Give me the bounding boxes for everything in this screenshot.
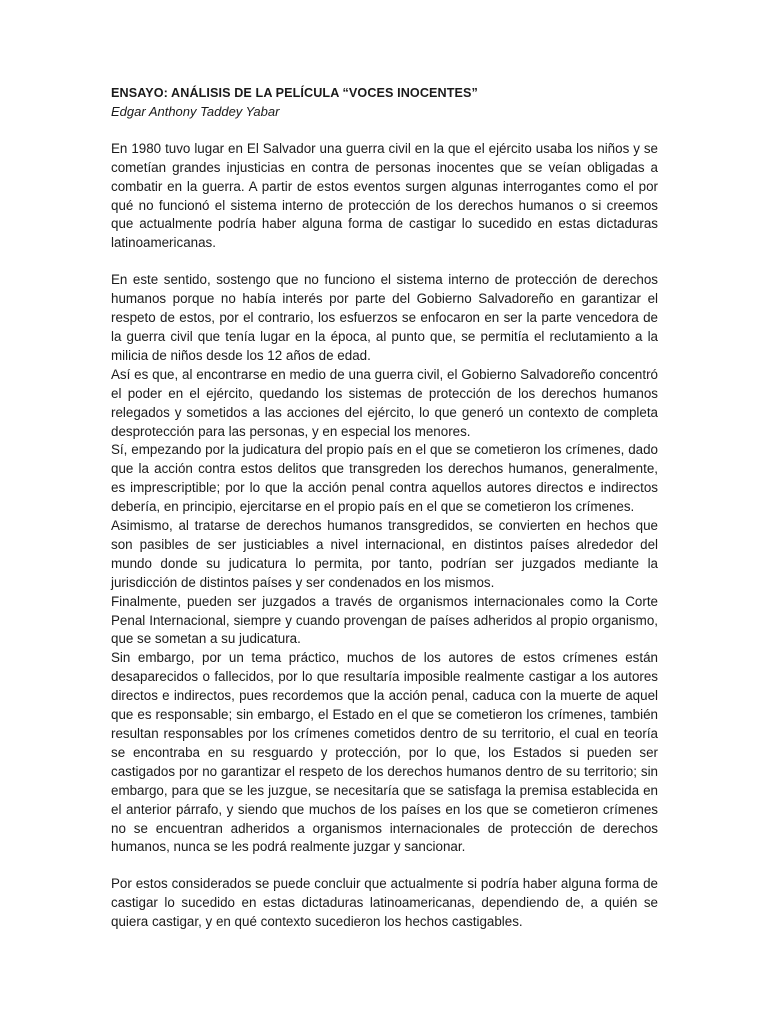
- paragraph-intro: En 1980 tuvo lugar en El Salvador una guerra civil en la que el ejército usaba los niños y se cometían grandes injusticias en contra de personas inocentes que se veían obligadas a combatir en la guerra. A partir de estos eventos surgen algunas interrogantes como el por qué no funcionó el sistema interno de protección de los derechos humanos o si creemos que actualmente podría haber alguna forma de castigar lo sucedido en estas dictaduras latinoamericanas.: [111, 140, 658, 251]
- paragraph-conclusion: Por estos considerados se puede concluir que actualmente si podría haber alguna forma de castigar lo sucedido en estas dictaduras latinoamericanas, dependiendo de, a quién se quiera castigar, y en qué contexto sucedieron los hechos castigables.: [111, 876, 658, 930]
- essay-page: [111, 84, 658, 932]
- paragraph-practical-limits: Sin embargo, por un tema práctico, muchos de los autores de estos crímenes están desaparecidos o fallecidos, por lo que resultaría imposible realmente castigar a los autores directos e indirectos, pues recordemos que la acción penal, caduca con la muerte de aquel que es responsable; sin embargo, el Estado en el que se cometieron los crímenes, también resultan responsables por los crímenes cometidos dentro de su territorio, el cual en teoría se encontraba en su resguardo y protección, por lo que, los Estados si pueden ser castigados por no garantizar el respeto de los derechos humanos dentro de su territorio; sin embargo, para que se les juzgue, se necesitaría que se satisfaga la premisa establecida en el anterior párrafo, y siendo que muchos de los países en los que se cometieron crímenes no se encuentran adheridos a organismos internacionales de protección de derechos humanos, nunca se les podrá realmente juzgar y sancionar.: [111, 650, 658, 855]
- essay-author: Edgar Anthony Taddey Yabar: [111, 103, 280, 119]
- paragraph-international-organisms: Finalmente, pueden ser juzgados a través de organismos internacionales como la Corte Penal Internacional, siempre y cuando provengan de países adheridos al propio organismo, que se sometan a su judicatura.: [111, 593, 658, 647]
- paragraph-international-jurisdiction: Asimismo, al tratarse de derechos humanos transgredidos, se convierten en hechos que son pasibles de ser justiciables a nivel internacional, en distintos países alrededor del mundo donde su judicatura lo permita, por tanto, podrían ser juzgados mediante la jurisdicción de distintos países y ser condenados en los mismos.: [111, 518, 658, 590]
- paragraph-thesis: En este sentido, sostengo que no funciono el sistema interno de protección de derechos humanos porque no había interés por parte del Gobierno Salvadoreño en garantizar el respeto de estos, por el contrario, los esfuerzos se enfocaron en ser la parte vencedora de la guerra civil que tenía lugar en la época, al punto que, se permitía el reclutamiento a la milicia de niños desde los 12 años de edad.: [111, 272, 658, 363]
- paragraph-context: Así es que, al encontrarse en medio de una guerra civil, el Gobierno Salvadoreño concentró el poder en el ejército, quedando los sistemas de protección de los derechos humanos relegados y sometidos a las acciones del ejército, lo que generó un contexto de completa desprotección para las personas, y en especial los menores.: [111, 366, 658, 439]
- essay-title: ENSAYO: ANÁLISIS DE LA PELÍCULA “VOCES INOCENTES”: [111, 86, 478, 100]
- paragraph-national-jurisdiction: Sí, empezando por la judicatura del propio país en el que se cometieron los crímenes, dado que la acción contra estos delitos que transgreden los derechos humanos, generalmente, es imprescriptible; por lo que la acción penal contra aquellos autores directos e indirectos debería, en principio, ejercitarse en el propio país en el que se cometieron los crímenes.: [111, 442, 658, 515]
